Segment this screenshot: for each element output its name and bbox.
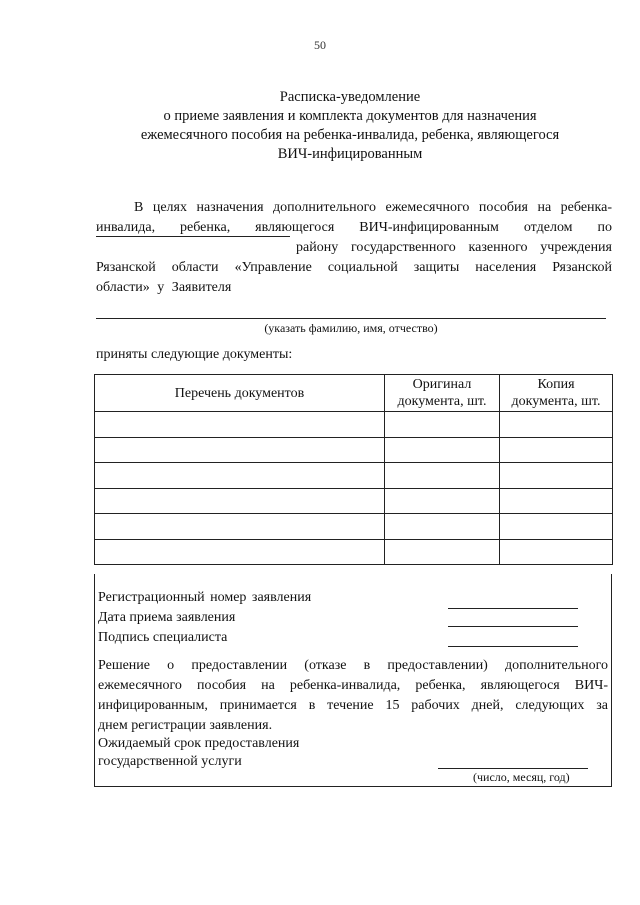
table-cell[interactable] bbox=[385, 463, 500, 489]
expected-line-1: Ожидаемый срок предоставления bbox=[98, 736, 300, 751]
table-cell[interactable] bbox=[500, 412, 613, 438]
table-cell[interactable] bbox=[500, 437, 613, 463]
department-blank-line bbox=[96, 236, 290, 237]
header-copy-line1: Копия bbox=[537, 377, 575, 392]
table-row bbox=[95, 463, 613, 489]
table-cell[interactable] bbox=[95, 514, 385, 540]
table-cell[interactable] bbox=[385, 412, 500, 438]
table-cell[interactable] bbox=[500, 488, 613, 514]
header-doc-list: Перечень документов bbox=[95, 375, 385, 412]
intro-line-1: В целях назначения дополнительного ежемесячного пособия на ребенка- bbox=[134, 200, 612, 215]
intro-line-5: области» у Заявителя bbox=[96, 280, 232, 295]
date-label: Дата приема заявления bbox=[98, 610, 236, 625]
header-original-line1: Оригинал bbox=[412, 377, 472, 392]
table-row bbox=[95, 437, 613, 463]
applicant-name-line bbox=[96, 318, 606, 319]
header-original bbox=[385, 375, 500, 412]
header-original-line2: документа, шт. bbox=[397, 394, 487, 409]
expected-date-caption: (число, месяц, год) bbox=[473, 770, 570, 784]
table-cell[interactable] bbox=[500, 463, 613, 489]
reg-number-label: Регистрационный номер заявления bbox=[98, 590, 312, 605]
table-cell[interactable] bbox=[385, 437, 500, 463]
intro-line-2: инвалида, ребенка, являющегося ВИЧ-инфицированным отделом по bbox=[96, 220, 612, 235]
table-cell[interactable] bbox=[95, 412, 385, 438]
accepted-docs-label: приняты следующие документы: bbox=[96, 347, 293, 362]
decision-line-3: инфицированным, принимается в течение 15 рабочих дней, следующих за bbox=[98, 698, 608, 713]
decision-line-4: днем регистрации заявления. bbox=[98, 718, 273, 733]
decision-line-1: Решение о предоставлении (отказе в предоставлении) дополнительного bbox=[98, 658, 608, 673]
table-cell[interactable] bbox=[385, 539, 500, 565]
table-cell[interactable] bbox=[500, 539, 613, 565]
table-row bbox=[95, 514, 613, 540]
decision-line-2: ежемесячного пособия на ребенка-инвалида, ребенка, являющегося ВИЧ- bbox=[98, 678, 608, 693]
reg-number-line bbox=[448, 608, 578, 609]
name-caption: (указать фамилию, имя, отчество) bbox=[264, 321, 438, 335]
table-cell[interactable] bbox=[95, 539, 385, 565]
table-row bbox=[95, 488, 613, 514]
table-row bbox=[95, 539, 613, 565]
page-number: 50 bbox=[314, 38, 326, 52]
title-line-3: ежемесячного пособия на ребенка-инвалида, ребенка, являющегося bbox=[140, 127, 560, 143]
header-copy bbox=[500, 375, 613, 412]
title-line-2: о приеме заявления и комплекта документов для назначения bbox=[163, 108, 537, 124]
table-cell[interactable] bbox=[385, 488, 500, 514]
table-cell[interactable] bbox=[95, 463, 385, 489]
header-copy-line2: документа, шт. bbox=[511, 394, 601, 409]
documents-table bbox=[94, 374, 613, 565]
title-line-4: ВИЧ-инфицированным bbox=[277, 146, 423, 162]
table-row bbox=[95, 412, 613, 438]
table-header-row bbox=[95, 375, 613, 412]
table-cell[interactable] bbox=[500, 514, 613, 540]
title-line-1: Расписка-уведомление bbox=[279, 89, 421, 105]
registration-box bbox=[94, 574, 612, 787]
expected-line-2: государственной услуги bbox=[98, 754, 242, 769]
intro-line-3: району государственного казенного учреждения bbox=[296, 240, 612, 255]
signature-line bbox=[448, 646, 578, 647]
expected-date-line bbox=[438, 768, 588, 769]
table-cell[interactable] bbox=[95, 488, 385, 514]
signature-label: Подпись специалиста bbox=[98, 630, 228, 645]
table-cell[interactable] bbox=[385, 514, 500, 540]
date-line bbox=[448, 626, 578, 627]
intro-line-4: Рязанской области «Управление социальной защиты населения Рязанской bbox=[96, 260, 612, 275]
table-cell[interactable] bbox=[95, 437, 385, 463]
document-title bbox=[60, 88, 640, 164]
